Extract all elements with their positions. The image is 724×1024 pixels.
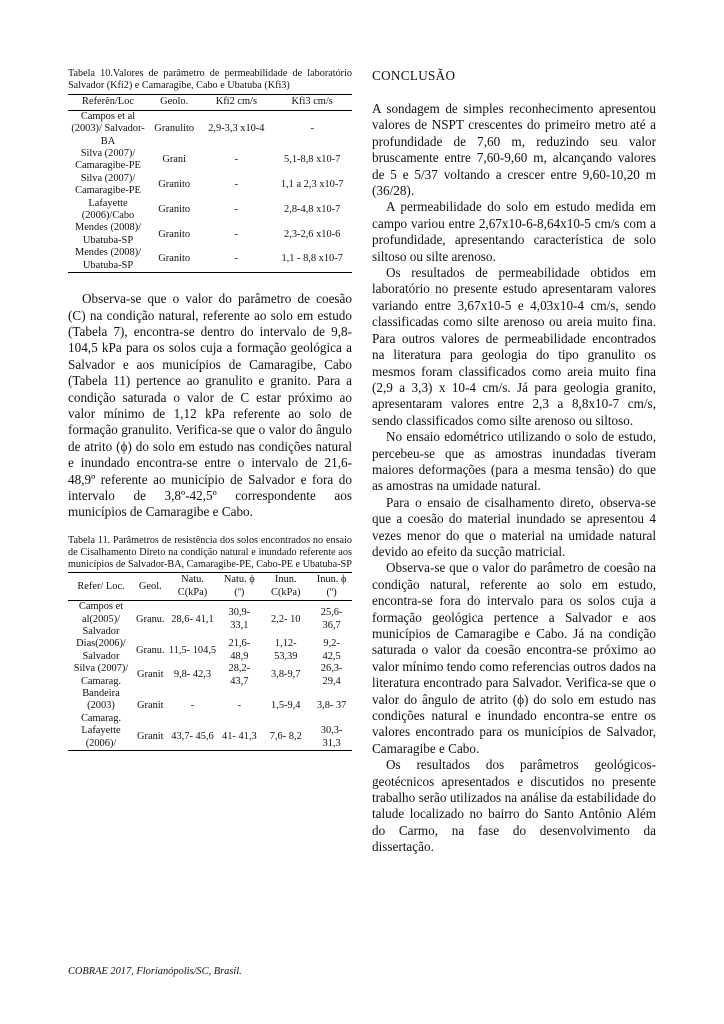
left-column <box>68 68 352 751</box>
table-cell: Lafayette (2006)/ <box>68 725 134 750</box>
table11-header: Inun. ϕ (º) <box>311 573 352 601</box>
table-row <box>68 222 352 247</box>
table-cell: 21,6- 48,9 <box>228 638 251 662</box>
table-cell: 2,8-4,8 x10-7 <box>284 203 341 215</box>
table-row <box>68 688 352 725</box>
table-cell: 9,8- 42,3 <box>173 669 212 681</box>
table-cell: 28,2- 43,7 <box>228 663 251 687</box>
table-cell: Granu. <box>136 613 165 625</box>
table-row <box>68 110 352 148</box>
table10 <box>68 94 352 273</box>
table-cell: 25,6- 36,7 <box>320 607 343 631</box>
table-cell: Granit <box>137 669 164 681</box>
table-cell: 1,12- 53,39 <box>274 638 298 662</box>
table-cell: Silva (2007)/ Camaragibe-PE <box>75 172 141 197</box>
table10-header: Kfi2 cm/s <box>200 95 272 110</box>
table-row <box>68 173 352 198</box>
table-cell: 41- 41,3 <box>218 725 260 750</box>
table-row <box>68 663 352 688</box>
table-cell: Dias(2006)/ Salvador <box>76 638 126 662</box>
table-cell: - <box>310 123 314 135</box>
table-cell: - <box>234 179 239 191</box>
table-row <box>68 148 352 173</box>
body-paragraph: No ensaio edométrico utilizando o solo de estudo, percebeu-se que as amostras inundadas tiveram maiores deformações (para a mesma tensão) do que as amostras na umidade natural. <box>372 429 656 494</box>
table-cell: 26,3- 29,4 <box>320 663 343 687</box>
table-cell: Grani <box>162 154 187 166</box>
table-cell: Granito <box>158 203 191 215</box>
table-cell: Granito <box>158 179 191 191</box>
table-cell: Campos et al(2005)/ Salvador <box>78 601 124 638</box>
body-paragraph: A permeabilidade do solo em estudo medida em campo variou entre 2,67x10-6-8,64x10-5 cm/s com a profundidade, apresentando característica de solo siltoso ou silte arenoso. <box>372 199 656 264</box>
table-row <box>68 247 352 272</box>
table-cell: - <box>237 700 242 712</box>
table-row <box>68 725 352 750</box>
page-footer: COBRAE 2017, Florianópolis/SC, Brasil. <box>68 966 242 977</box>
table-cell: 28,6- 41,1 <box>171 613 214 625</box>
table-cell: - <box>190 700 195 712</box>
table11-header: Natu. ϕ (º) <box>218 573 260 601</box>
table11-caption: Tabela 11. Parâmetros de resistência dos solos encontrados no ensaio de Cisalhamento Direto na condição natural e inundado referente aos municípios de Salvador-BA, Camaragibe-PE, Cabo-PE e Ubatuba-SP <box>68 534 352 571</box>
body-paragraph: Observa-se que o valor do parâmetro de coesão na condição natural, referente ao solo em estudo, encontra-se fora do intervalo para os solos cuja a formação geológica pertence a Salvador e aos municípios de Camaragibe e Cabo. Já na condição saturada o valor da coesão encontra-se próximo ao valor mínimo tendo como referencias outros dados na literatura encontrado para Salvador. Verifica-se que o valor do ângulo de atrito (ϕ) do solo em estudo nas condições natural e inundado encontra-se entre os valores encontrado para os municípios de Salvador, Camaragibe e Cabo. <box>372 560 656 756</box>
table-cell: 1,5-9,4 <box>271 700 301 712</box>
table-cell: Granito <box>158 228 191 240</box>
table-cell: - <box>234 228 239 240</box>
table-cell: 11,5- 104,5 <box>168 644 217 656</box>
body-paragraph: Para o ensaio de cisalhamento direto, observa-se que a coesão do material inundado se apresentou 4 vezes menor do que o material na umidade natural devido ao efeito da sucção matricial. <box>372 494 656 559</box>
table-row <box>68 198 352 223</box>
table-cell: 3,8- 37 <box>316 700 347 712</box>
table-cell: Campos et al (2003)/ Salvador-BA <box>71 110 145 147</box>
table-cell: Granit <box>137 700 164 712</box>
table-cell: 2,3-2,6 x10-6 <box>284 228 341 240</box>
table-cell: Silva (2007)/ Camarag. <box>73 663 129 687</box>
table-cell: Mendes (2008)/ Ubatuba-SP <box>74 222 142 246</box>
table11-header: Geol. <box>134 573 167 601</box>
table-cell: Mendes (2008)/ Ubatuba-SP <box>68 247 148 272</box>
table10-header: Referên/Loc <box>68 95 148 110</box>
table-row <box>68 638 352 663</box>
table-cell: Granit <box>134 725 167 750</box>
right-column <box>372 68 656 856</box>
body-paragraph: A sondagem de simples reconhecimento apresentou valores de NSPT crescentes do primeiro metro até a profundidade de 7,60 m, reduzindo seu valor bruscamente entre 7,60-9,60 m, alcançando valores de 5 e 5/37 voltando a crescer entre 9,60-10,20 m (36/28). <box>372 101 656 199</box>
table-cell: 9,2- 42,5 <box>322 638 341 662</box>
table-cell: 2,2- 10 <box>271 613 301 625</box>
table-cell: Granito <box>148 247 200 272</box>
table-cell: Granulito <box>154 123 195 135</box>
table11-header: Inun. C(kPa) <box>260 573 311 601</box>
body-paragraph: Observa-se que o valor do parâmetro de coesão (C) na condição natural, referente ao solo em estudo (Tabela 7), encontra-se dentro do intervalo de 9,8-104,5 kPa para os solos cuja a formação geológica a Salvador e aos municípios de Camaragibe, Cabo (Tabela 11) pertence ao granulito e granito. Para a condição saturada o valor de C estar próximo ao valor mínimo de 1,12 kPa referente ao solo de formação granulito. Verifica-se que o valor do ângulo de atrito (ϕ) do solo em estudo nas condições natural e inundado encontra-se entre o intervalo de 21,6-48,9º referente ao município de Salvador e fora do intervalo de 3,8º-42,5º correspondente aos municípios de Camaragibe e Cabo. <box>68 291 352 520</box>
table-cell: 2,9-3,3 x10-4 <box>208 123 265 135</box>
body-paragraph: Os resultados dos parâmetros geológicos-geotécnicos apresentados e discutidos no presente trabalho serão utilizados na análise da estabilidade do talude localizado no bairro do Santo Antônio Além do Carmo, na fase do desenvolvimento da dissertação. <box>372 757 656 855</box>
table-cell: 7,6- 8,2 <box>260 725 311 750</box>
table-cell: Granu. <box>136 644 165 656</box>
table10-header: Kfi3 cm/s <box>272 95 352 110</box>
table-cell: 5,1-8,8 x10-7 <box>284 154 341 166</box>
table-cell: Bandeira (2003) Camarag. <box>80 688 122 724</box>
table-cell: - <box>234 203 239 215</box>
table-cell: Lafayette (2006)/Cabo <box>81 197 135 222</box>
table-row <box>68 601 352 639</box>
table11-header: Natu. C(kPa) <box>167 573 219 601</box>
table-cell: 30,3- 31,3 <box>311 725 352 750</box>
table-cell: 1,1 a 2,3 x10-7 <box>280 179 344 191</box>
section-title: CONCLUSÃO <box>372 68 456 83</box>
table-cell: - <box>234 154 239 166</box>
table-cell: Silva (2007)/ Camaragibe-PE <box>75 148 141 172</box>
table11 <box>68 572 352 751</box>
table11-header: Refer/ Loc. <box>68 573 134 601</box>
table10-header: Geolo. <box>148 95 200 110</box>
table10-caption: Tabela 10.Valores de parâmetro de permeabilidade de laboratório Salvador (Kfi2) e Camaragibe, Cabo e Ubatuba (Kfi3) <box>68 68 352 92</box>
table-cell: 43,7- 45,6 <box>167 725 219 750</box>
table-cell: 1,1 - 8,8 x10-7 <box>272 247 352 272</box>
table-cell: 3,8-9,7 <box>271 669 301 681</box>
table-cell: - <box>200 247 272 272</box>
body-paragraph: Os resultados de permeabilidade obtidos em laboratório no presente estudo apresentaram valores variando entre 3,67x10-5 e 4,03x10-4 cm/s, sendo classificadas como silte arenoso ou areia muito fina. Para outros valores de permeabilidade encontrados na literatura para geologia do tipo granulito os mesmos foram classificados como areia muito fina (2,9 a 3,3) x 10-4 cm/s. Já para geologia granito, apresentaram valores entre 2,3 a 8,8x10-7 cm/s, sendo classificados como silte arenoso ou siltoso. <box>372 265 656 428</box>
table-cell: 30,9- 33,1 <box>228 607 251 631</box>
